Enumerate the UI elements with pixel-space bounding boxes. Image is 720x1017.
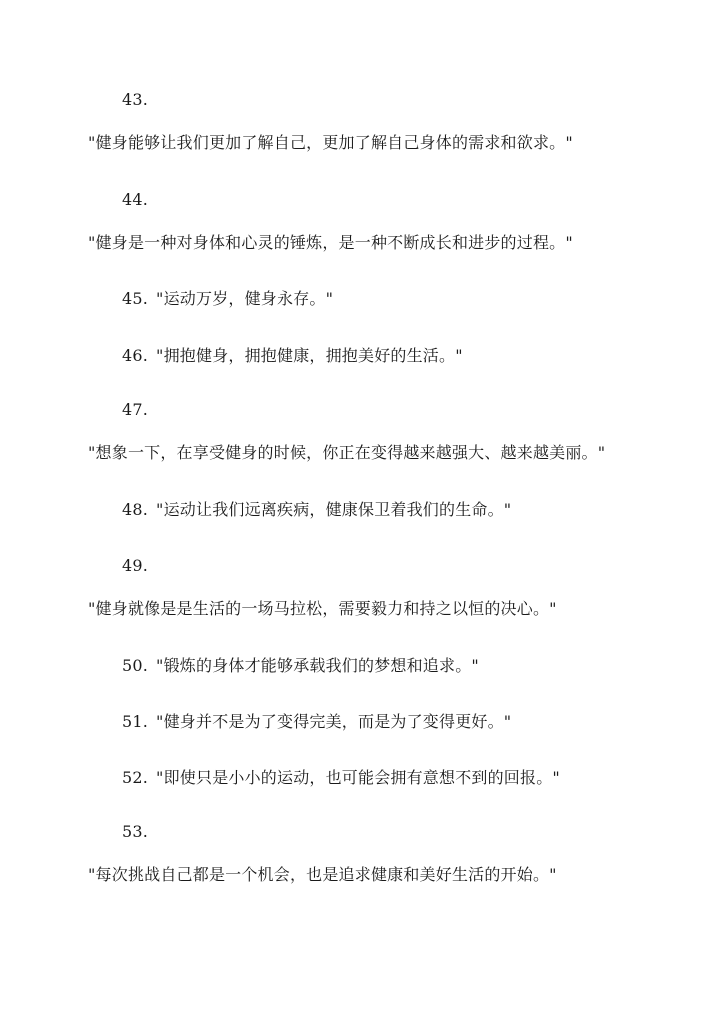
item-number: 43. [122,90,149,109]
list-item [122,289,333,309]
quote-text: "锻炼的身体才能够承载我们的梦想和追求。" [156,656,479,675]
item-number: 46. [122,346,149,365]
list-item [122,768,560,788]
quote-text: "每次挑战自己都是一个机会，也是追求健康和美好生活的开始。" [88,865,557,884]
list-item [122,712,511,732]
item-number: 45. [122,289,149,308]
list-item [122,656,479,676]
quote-text: "拥抱健身，拥抱健康，拥抱美好的生活。" [156,346,463,365]
quote-text: "即使只是小小的运动，也可能会拥有意想不到的回报。" [156,768,560,787]
quote-text: "想象一下，在享受健身的时候，你正在变得越来越强大、越来越美丽。" [88,443,606,462]
quote-text: "运动万岁，健身永存。" [156,289,334,308]
list-item [122,346,463,366]
quote-text: "健身并不是为了变得完美，而是为了变得更好。" [156,712,512,731]
quote-text: "运动让我们远离疾病，健康保卫着我们的生命。" [156,500,512,519]
item-number: 50. [122,656,149,675]
item-number: 47. [122,400,149,419]
item-number: 49. [122,556,149,575]
item-number: 48. [122,500,149,519]
list-item [122,500,511,520]
quote-text: "健身能够让我们更加了解自己，更加了解自己身体的需求和欲求。" [88,133,573,152]
quote-text: "健身就像是是生活的一场马拉松，需要毅力和持之以恒的决心。" [88,599,557,618]
item-number: 44. [122,190,149,209]
quote-text: "健身是一种对身体和心灵的锤炼，是一种不断成长和进步的过程。" [88,233,573,252]
item-number: 51. [122,712,149,731]
item-number: 53. [122,822,149,841]
item-number: 52. [122,768,149,787]
